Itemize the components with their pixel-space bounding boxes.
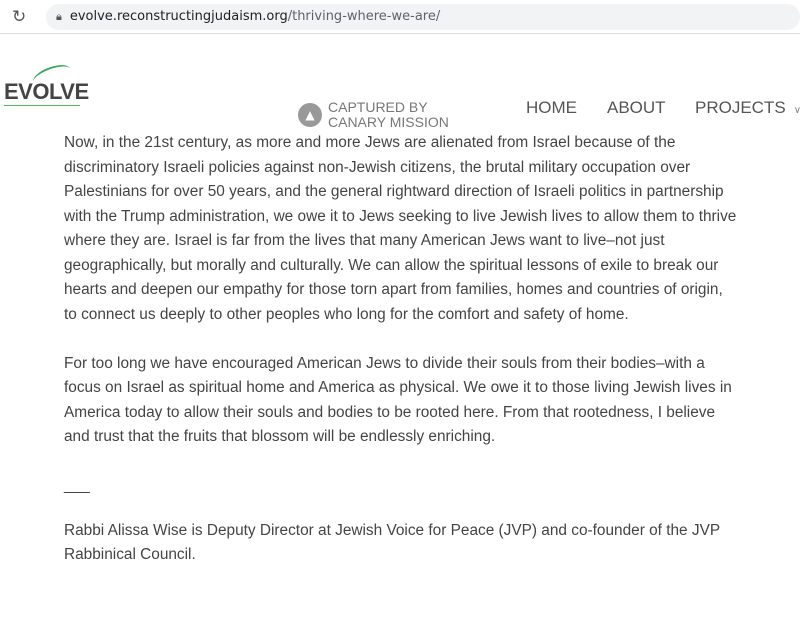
evolve-logo[interactable] [4, 79, 89, 109]
text-line: For too long we have encouraged American Jews to divide their souls from their bodies–with a [64, 354, 705, 372]
text-line: and trust that the fruits that blossom will be endlessly enriching. [64, 428, 496, 445]
reload-icon[interactable]: ↻ [12, 6, 27, 27]
text-line: with the Trump administration, we owe it to Jews seeking to live Jewish lives to allow them to thrive [64, 207, 737, 225]
text-line: geographically, but morally and culturally. We can allow the spiritual lessons of exile to break our [64, 256, 719, 274]
text-line: Palestinians for over 50 years, and the general rightward direction of Israeli politics in partnership [64, 183, 724, 200]
captured-line-2: CANARY MISSION [328, 114, 449, 130]
text-line: Rabbinical Council. [64, 546, 196, 563]
text-line: hearts and deepen our empathy for those torn apart from families, homes and countries of origin, [64, 281, 723, 298]
text-line: to connect us deeply to other peoples who long for the comfort and safety of home. [64, 305, 629, 323]
url-domain: evolve.reconstructingjudaism.org [69, 9, 288, 24]
captured-line-1: CAPTURED BY [328, 99, 428, 115]
text-line: Rabbi Alissa Wise is Deputy Director at Jewish Voice for Peace (JVP) and co-founder of the JVP [64, 521, 721, 539]
lock-icon: 🔒︎ [56, 9, 62, 23]
nav-projects[interactable] [695, 98, 801, 118]
paragraph-1 [64, 131, 794, 327]
logo-text: EVOLVE [4, 79, 89, 104]
address-bar[interactable] [46, 4, 800, 30]
text-line: discriminatory Israeli policies against non-Jewish citizens, the brutal military occupation over [64, 158, 691, 176]
article-body [64, 131, 794, 592]
nav-about[interactable]: ABOUT [607, 98, 666, 117]
paragraph-2 [64, 352, 794, 450]
author-bio [64, 519, 794, 568]
url-path: /thriving-where-we-are/ [287, 9, 441, 24]
browser-toolbar [0, 0, 800, 34]
nav-projects-label: PROJECTS [695, 98, 786, 117]
text-line: Now, in the 21st century, as more and more Jews are alienated from Israel because of the [64, 134, 676, 151]
site-header [0, 34, 801, 130]
nav-home[interactable]: HOME [526, 98, 577, 117]
text-line: focus on Israel as spiritual home and America as physical. We owe it to those living Jewish lives in [64, 379, 732, 396]
text-line: America today to allow their souls and bodies to be rooted here. From that rootedness, I believe [64, 403, 716, 421]
chevron-down-icon: ∨ [793, 105, 801, 116]
logo-tagline [4, 105, 80, 109]
canary-mission-badge [298, 100, 449, 130]
text-line: where they are. Israel is far from the lives that many American Jews want to live–not just [64, 232, 665, 249]
canary-seal-icon: ▲ [298, 103, 322, 127]
separator: ___ [64, 477, 90, 494]
